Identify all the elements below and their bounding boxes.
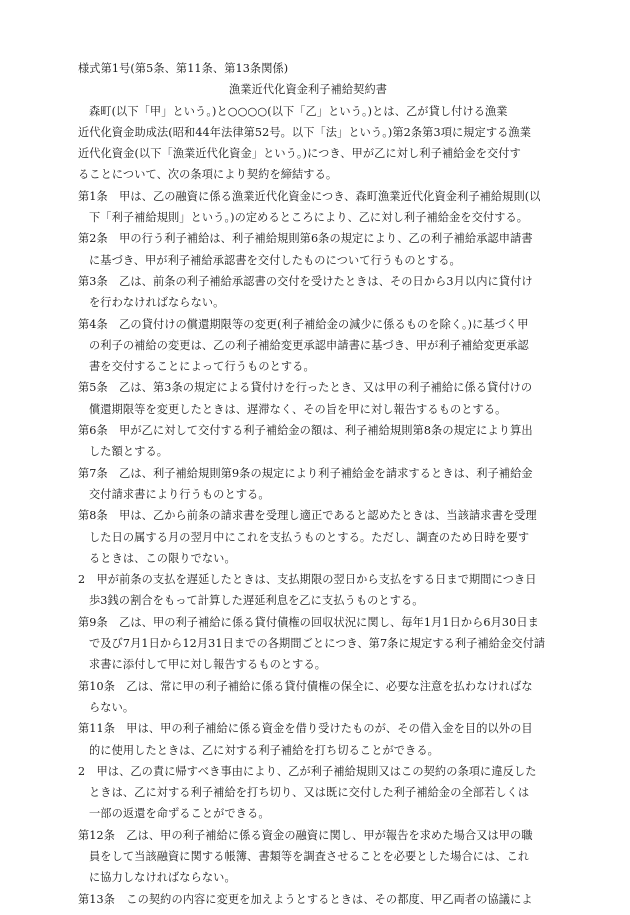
preamble-line: 近代化資金助成法(昭和44年法律第52号。以下「法」という。)第2条第3項に規定する漁業	[78, 125, 531, 139]
article-4-line: の利子の補給の変更は、乙の利子補給変更承認申請書に基づき、甲が利子補給変更承認	[89, 338, 529, 352]
article-8-para-2-line: 歩3銭の割合をもって計算した遅延利息を乙に支払うものとする。	[89, 594, 424, 608]
article-8-line: した日の属する月の翌月中にこれを支払うものとする。ただし、調査のため日時を要す	[89, 530, 530, 544]
article-11-line: 第11条 甲は、甲の利子補給に係る資金を借り受けたものが、その借入金を目的以外の目	[78, 722, 533, 736]
article-5-line: 第5条 乙は、第3条の規定による貸付けを行ったとき、又は甲の利子補給に係る貸付けの	[78, 381, 533, 395]
article-8-para-2-line: 2 甲が前条の支払を遅延したときは、支払期限の翌日から支払をする日まで期間につき日	[78, 573, 537, 587]
article-11-para-2-line: 一部の返還を命ずることができる。	[89, 807, 270, 821]
article-11-line: 的に使用したときは、乙に対する利子補給を打ち切ることができる。	[89, 743, 439, 757]
article-13-line: 第13条 この契約の内容に変更を加えようとするときは、その都度、甲乙両者の協議によ	[78, 892, 533, 906]
article-10-line: 第10条 乙は、常に甲の利子補給に係る貸付債権の保全に、必要な注意を払わなければな	[78, 679, 533, 693]
article-8-line: るときは、この限りでない。	[89, 551, 236, 565]
preamble-line: 近代化資金(以下「漁業近代化資金」という。)につき、甲が乙に対し利子補給金を交付す	[78, 147, 521, 161]
article-11-para-2-line: 2 甲は、乙の責に帰すべき事由により、乙が利子補給規則又はこの契約の条項に違反した	[78, 764, 537, 778]
article-2-line: に基づき、甲が利子補給承認書を交付したものについて行うものとする。	[89, 253, 461, 267]
article-12-line: 第12条 乙は、甲の利子補給に係る資金の融資に関し、甲が報告を求めた場合又は甲の職	[78, 828, 533, 842]
article-3-line: 第3条 乙は、前条の利子補給承認書の交付を受けたときは、その日から3月以内に貸付け	[78, 274, 533, 288]
article-9-line: で及び7月1日から12月31日までの各期間ごとにつき、第7条に規定する利子補給金交付請	[89, 637, 546, 651]
article-10-line: らない。	[89, 700, 135, 714]
article-9-line: 求書に添付して甲に対し報告するものとする。	[89, 658, 327, 672]
form-label: 様式第1号(第5条、第11条、第13条関係)	[78, 62, 289, 75]
article-1-line: 第1条 甲は、乙の融資に係る漁業近代化資金につき、森町漁業近代化資金利子補給規則(以	[78, 189, 541, 203]
article-12-line: に協力しなければならない。	[89, 871, 236, 885]
article-1-line: 下「利子補給規則」という。)の定めるところにより、乙に対し利子補給金を交付する。	[89, 211, 529, 225]
document-title: 漁業近代化資金利子補給契約書	[229, 83, 388, 97]
preamble-line: 森町(以下「甲」という。)と○○○○(以下「乙」という。)とは、乙が貸し付ける漁業	[89, 104, 508, 118]
article-4-line: 第4条 乙の貸付けの償還期限等の変更(利子補給金の減少に係るものを除く。)に基づく甲	[78, 317, 529, 331]
article-6-line: 第6条 甲が乙に対して交付する利子補給金の額は、利子補給規則第8条の規定により算出	[78, 424, 533, 438]
article-11-para-2-line: ときは、乙に対する利子補給を打ち切り、又は既に交付した利子補給金の全部若しくは	[89, 786, 530, 800]
article-12-line: 員をして当該融資に関する帳簿、書類等を調査させることを必要とした場合には、これ	[89, 849, 530, 863]
article-5-line: 償還期限等を変更したときは、遅滞なく、その旨を甲に対し報告するものとする。	[89, 402, 507, 416]
article-2-line: 第2条 甲の行う利子補給は、利子補給規則第6条の規定により、乙の利子補給承認申請書	[78, 232, 533, 246]
article-9-line: 第9条 乙は、甲の利子補給に係る貸付債権の回収状況に関し、毎年1月1日から6月30日ま	[78, 615, 539, 629]
article-8-line: 第8条 甲は、乙から前条の請求書を受理し適正であると認めたときは、当該請求書を受理	[78, 509, 537, 523]
document-page	[78, 58, 553, 910]
preamble-line: ることについて、次の条項により契約を締結する。	[78, 168, 338, 182]
article-3-line: を行わなければならない。	[89, 296, 225, 310]
article-7-line: 第7条 乙は、利子補給規則第9条の規定により利子補給金を請求するときは、利子補給金	[78, 466, 533, 480]
article-6-line: した額とする。	[89, 445, 169, 459]
article-4-line: 書を交付することによって行うものとする。	[89, 360, 315, 374]
article-7-line: 交付請求書により行うものとする。	[89, 487, 270, 501]
